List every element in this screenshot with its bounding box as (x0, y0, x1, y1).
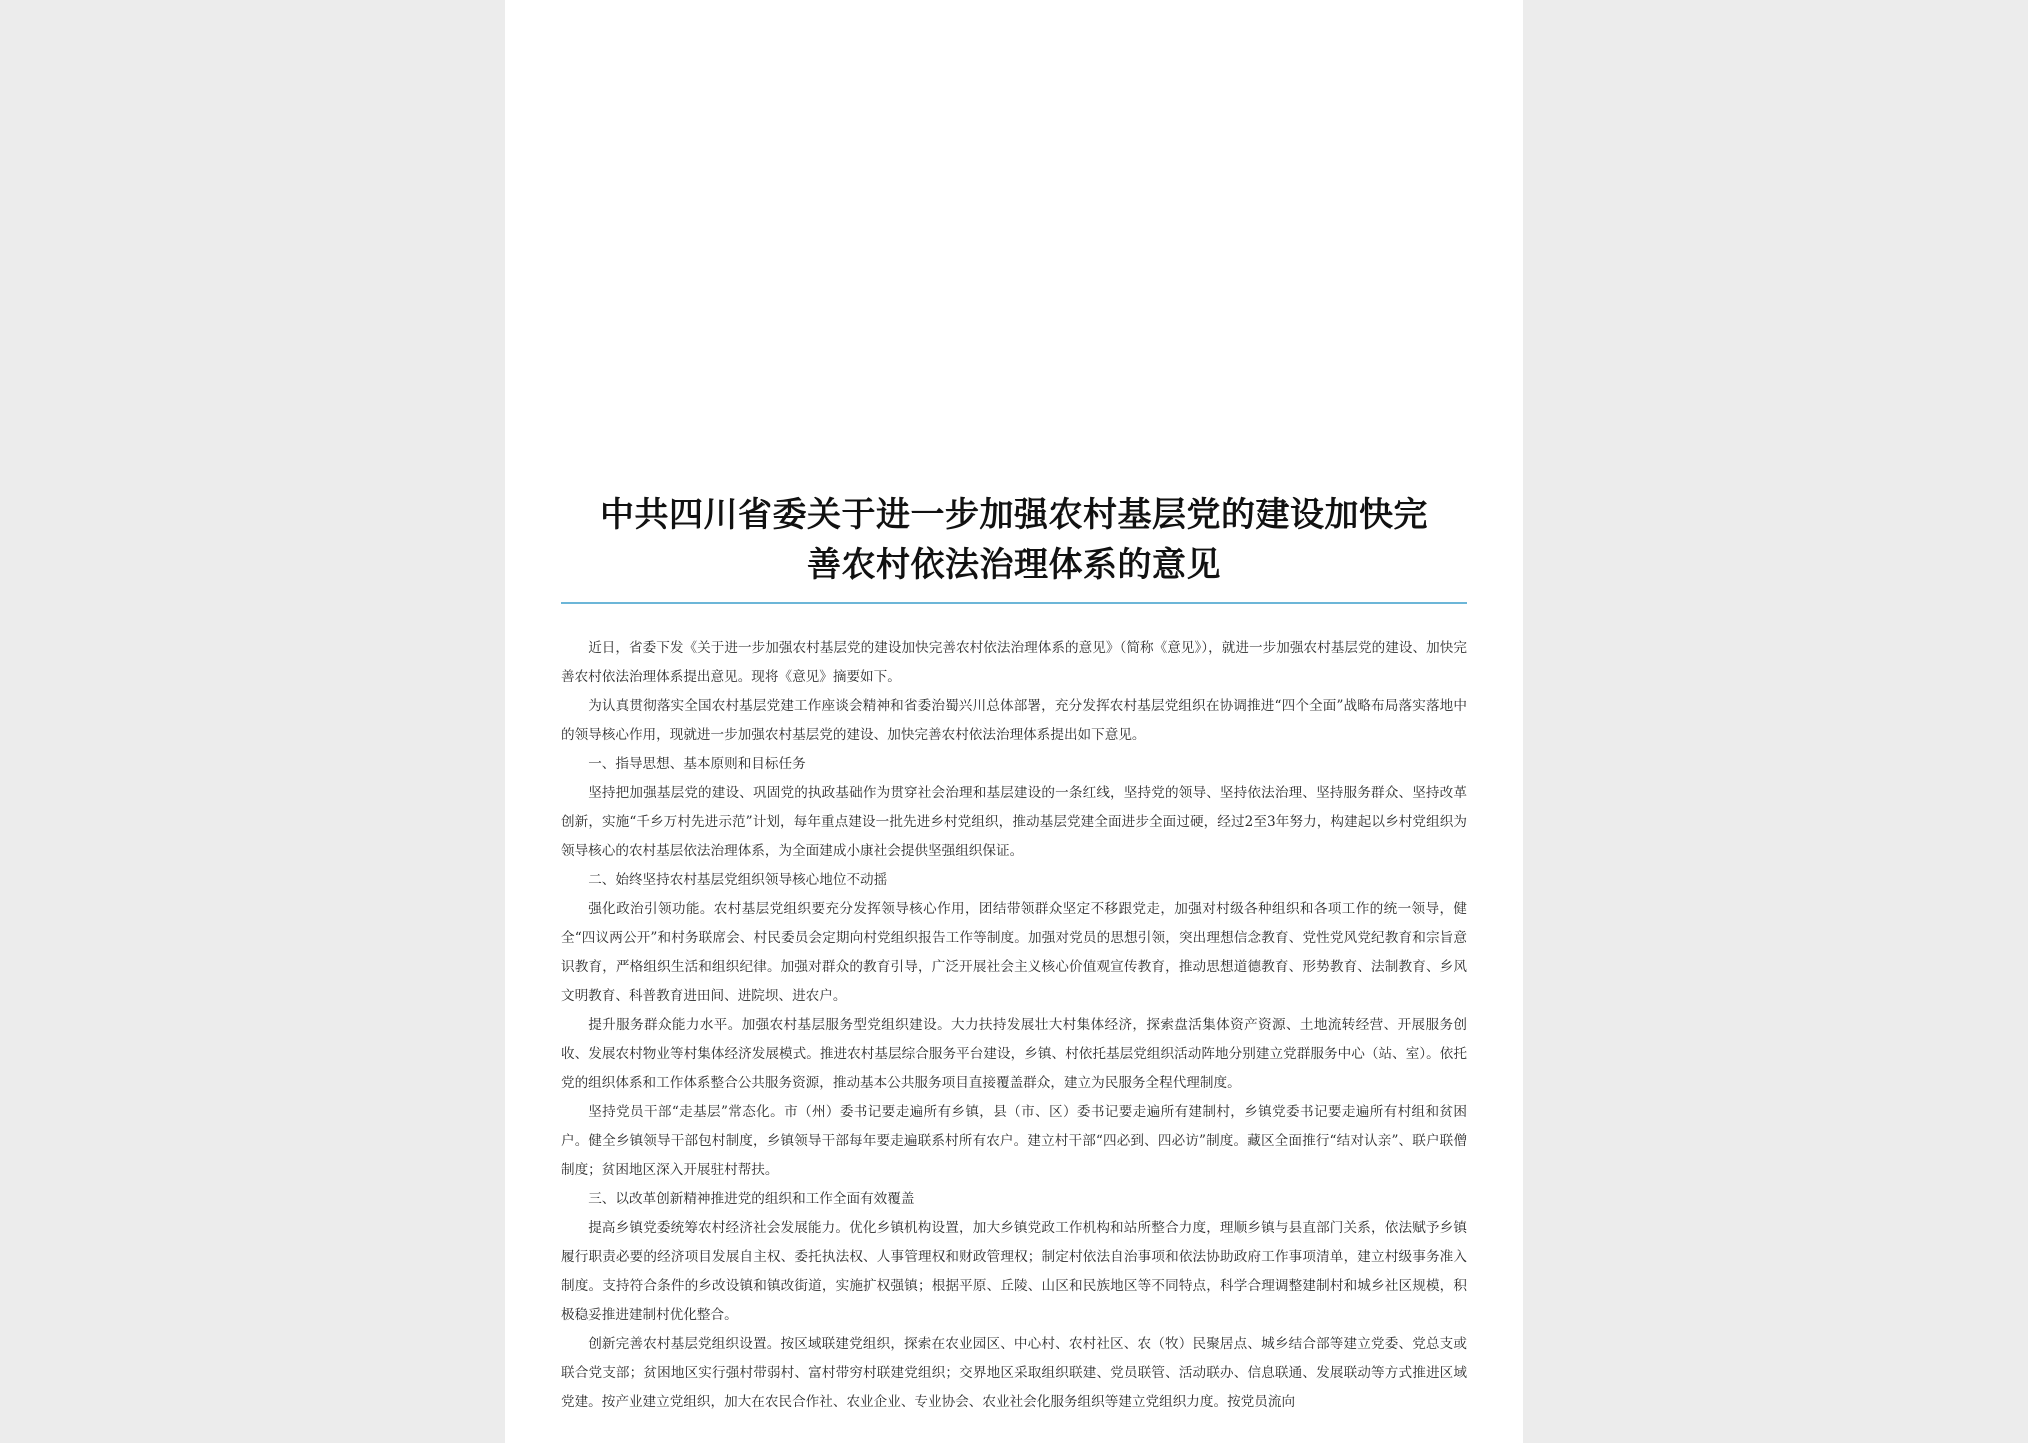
paragraph: 坚持把加强基层党的建设、巩固党的执政基础作为贯穿社会治理和基层建设的一条红线，坚持党的领导、坚持依法治理、坚持服务群众、坚持改革创新，实施“千乡万村先进示范”计划，每年重点建设一批先进乡村党组织，推动基层党建全面进步全面过硬，经过2至3年努力，构建起以乡村党组织为领导核心的农村基层依法治理体系，为全面建成小康社会提供坚强组织保证。 (561, 785, 1467, 859)
paragraph: 创新完善农村基层党组织设置。按区域联建党组织，探索在农业园区、中心村、农村社区、农（牧）民聚居点、城乡结合部等建立党委、党总支或联合党支部；贫困地区实行强村带弱村、富村带穷村联建党组织；交界地区采取组织联建、党员联管、活动联办、信息联通、发展联动等方式推进区域党建。按产业建立党组织，加大在农民合作社、农业企业、专业协会、农业社会化服务组织等建立党组织力度。按党员流向 (561, 1336, 1467, 1410)
section-heading-2: 二、始终坚持农村基层党组织领导核心地位不动摇 (588, 872, 888, 888)
paragraph: 强化政治引领功能。农村基层党组织要充分发挥领导核心作用，团结带领群众坚定不移跟党走，加强对村级各种组织和各项工作的统一领导，健全“四议两公开”和村务联席会、村民委员会定期向村党组织报告工作等制度。加强对党员的思想引领，突出理想信念教育、党性党风党纪教育和宗旨意识教育，严格组织生活和组织纪律。加强对群众的教育引导，广泛开展社会主义核心价值观宣传教育，推动思想道德教育、形势教育、法制教育、乡风文明教育、科普教育进田间、进院坝、进农户。 (561, 901, 1467, 1004)
title-divider (561, 602, 1467, 604)
paragraph: 坚持党员干部“走基层”常态化。市（州）委书记要走遍所有乡镇，县（市、区）委书记要走遍所有建制村，乡镇党委书记要走遍所有村组和贫困户。健全乡镇领导干部包村制度，乡镇领导干部每年要走遍联系村所有农户。建立村干部“四必到、四必访”制度。藏区全面推行“结对认亲”、联户联僧制度；贫困地区深入开展驻村帮扶。 (561, 1104, 1467, 1178)
title-line-1: 中共四川省委关于进一步加强农村基层党的建设加快完 (600, 495, 1428, 535)
paragraph-intro: 近日，省委下发《关于进一步加强农村基层党的建设加快完善农村依法治理体系的意见》（简称《意见》），就进一步加强农村基层党的建设、加快完善农村依法治理体系提出意见。现将《意见》摘要如下。 (561, 640, 1467, 685)
title-line-2: 善农村依法治理体系的意见 (807, 545, 1221, 585)
document-body (561, 634, 1467, 1417)
section-heading-3: 三、以改革创新精神推进党的组织和工作全面有效覆盖 (588, 1191, 915, 1207)
paragraph-purpose: 为认真贯彻落实全国农村基层党建工作座谈会精神和省委治蜀兴川总体部署，充分发挥农村基层党组织在协调推进“四个全面”战略布局落实落地中的领导核心作用，现就进一步加强农村基层党的建设、加快完善农村依法治理体系提出如下意见。 (561, 698, 1467, 743)
page-content (561, 490, 1467, 1417)
document-title (561, 490, 1467, 590)
document-page (505, 0, 1523, 1443)
paragraph: 提升服务群众能力水平。加强农村基层服务型党组织建设。大力扶持发展壮大村集体经济，探索盘活集体资产资源、土地流转经营、开展服务创收、发展农村物业等村集体经济发展模式。推进农村基层综合服务平台建设，乡镇、村依托基层党组织活动阵地分别建立党群服务中心（站、室）。依托党的组织体系和工作体系整合公共服务资源，推动基本公共服务项目直接覆盖群众，建立为民服务全程代理制度。 (561, 1017, 1467, 1091)
paragraph: 提高乡镇党委统筹农村经济社会发展能力。优化乡镇机构设置，加大乡镇党政工作机构和站所整合力度，理顺乡镇与县直部门关系，依法赋予乡镇履行职责必要的经济项目发展自主权、委托执法权、人事管理权和财政管理权；制定村依法自治事项和依法协助政府工作事项清单，建立村级事务准入制度。支持符合条件的乡改设镇和镇改街道，实施扩权强镇；根据平原、丘陵、山区和民族地区等不同特点，科学合理调整建制村和城乡社区规模，积极稳妥推进建制村优化整合。 (561, 1220, 1467, 1323)
section-heading-1: 一、指导思想、基本原则和目标任务 (588, 756, 806, 772)
